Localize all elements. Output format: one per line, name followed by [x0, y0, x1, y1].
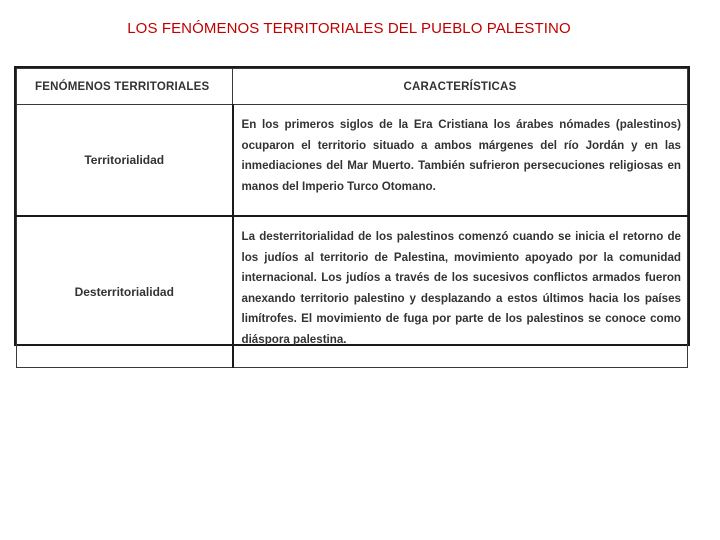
description-desterritorialidad: La desterritorialidad de los palestinos comenzó cuando se inicia el retorno de los judíos al territorio de Palestina, movimiento apoyado por la comunidad internacional. Los judíos a través de los sucesivos conflictos armados fueron anexando territorio palestino y desplazando a estos últimos hacia los países limítrofes. El movimiento de fuga por parte de los palestinos se conoce como diáspora palestina.: [233, 216, 688, 368]
table-header-row: [17, 69, 688, 105]
table-grid: [16, 68, 688, 368]
page-title: LOS FENÓMENOS TERRITORIALES DEL PUEBLO PALESTINO: [127, 20, 571, 37]
header-characteristics: CARACTERÍSTICAS: [233, 69, 688, 105]
phenomenon-desterritorialidad: Desterritorialidad: [17, 216, 233, 368]
description-territorialidad: En los primeros siglos de la Era Cristiana los árabes nómades (palestinos) ocuparon el territorio situado a ambos márgenes del río Jordán y en las inmediaciones del Mar Muerto. También sufrieron persecuciones religiosas en manos del Imperio Turco Otomano.: [233, 105, 688, 217]
phenomenon-territorialidad: Territorialidad: [17, 105, 233, 217]
header-phenomena: FENÓMENOS TERRITORIALES: [17, 69, 233, 105]
table-row: [17, 216, 688, 368]
table-row: [17, 105, 688, 217]
phenomena-table: [14, 66, 690, 346]
